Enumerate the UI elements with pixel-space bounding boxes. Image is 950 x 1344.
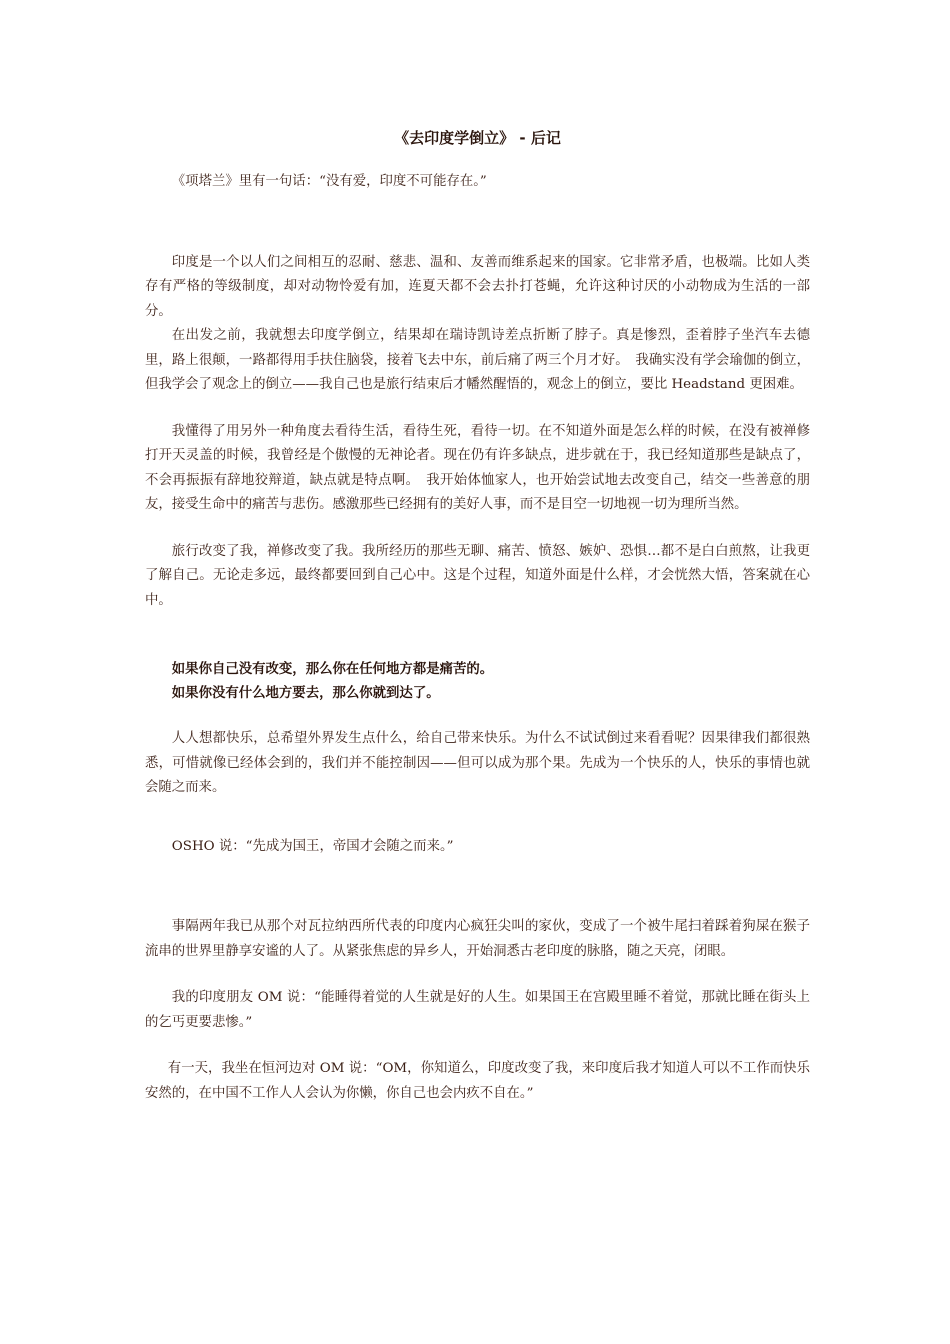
spacer	[145, 518, 810, 540]
spacer	[145, 964, 810, 986]
paragraph-osho-quote: OSHO 说：“先成为国王，帝国才会随之而来。”	[171, 838, 454, 854]
bold-quote-line-2: 如果你没有什么地方要去，那么你就到达了。	[171, 685, 440, 701]
paragraph-happiness: 人人想都快乐，总希望外界发生点什么，给自己带来快乐。为什么不试试倒过来看看呢？因果律我们都很熟悉，可惜就像已经体会到的，我们并不能控制因——但可以成为那个果。先成为一个快乐的人，快乐的事情也就会随之而来。	[145, 731, 810, 795]
document-title: 《去印度学倒立》 - 后记	[394, 129, 561, 147]
paragraph-perspective: 我懂得了用另外一种角度去看待生活，看待生死，看待一切。在不知道外面是怎么样的时候，在没有被禅修打开天灵盖的时候，我曾经是个傲慢的无神论者。现在仍有许多缺点，进步就在于，我已经知道那些是缺点了，不会再振振有辞地狡辩道，缺点就是特点啊。 我开始体恤家人，也开始尝试地去改变自己，结交一些善意的朋友，接受生命中的痛苦与悲伤。感激那些已经拥有的美好人事，而不是目空一切地视一切为理所当然。	[145, 423, 810, 512]
paragraph-om-ganges: 有一天，我坐在恒河边对 OM 说：“OM，你知道么，印度改变了我，来印度后我才知道人可以不工作而快乐安然的，在中国不工作人人会认为你懒，你自己也会内疚不自在。”	[145, 1061, 810, 1101]
spacer	[145, 1035, 810, 1057]
paragraph-om-sleep: 我的印度朋友 OM 说：“能睡得着觉的人生就是好的人生。如果国王在宫殿里睡不着觉，那就比睡在街头上的乞丐更要悲惨。”	[145, 990, 810, 1030]
paragraph-travel-changed-me: 旅行改变了我，禅修改变了我。我所经历的那些无聊、痛苦、愤怒、嫉妒、恐惧…都不是白白煎熬，让我更了解自己。无论走多远，最终都要回到自己心中。这是个过程，知道外面是什么样，才会恍然大悟，答案就在心中。	[145, 543, 810, 608]
spacer	[145, 398, 810, 420]
spacer	[145, 705, 810, 727]
paragraph-headstand: 在出发之前，我就想去印度学倒立，结果却在瑞诗凯诗差点折断了脖子。真是惨烈，歪着脖子坐汽车去德里，路上很颠，一路都得用手扶住脑袋，接着飞去中东，前后痛了两三个月才好。 我确实没有学会瑜伽的倒立，但我学会了观念上的倒立——我自己也是旅行结束后才幡然醒悟的，观念上的倒立，要比 Headstand 更困难。	[145, 328, 810, 392]
document-page	[145, 124, 810, 1106]
bold-quote-line-1: 如果你自己没有改变，那么你在任何地方都是痛苦的。	[171, 661, 494, 677]
paragraph-india-nation: 印度是一个以人们之间相互的忍耐、慈悲、温和、友善而维系起来的国家。它非常矛盾，也极端。比如人类存有严格的等级制度，却对动物怜爱有加，连夏天都不会去扑打苍蝇，允许这种讨厌的小动物成为生活的一部分。	[145, 254, 810, 319]
spacer	[145, 195, 810, 251]
spacer	[145, 859, 810, 915]
paragraph-quote-shantaram: 《项塔兰》里有一句话：“没有爱，印度不可能存在。”	[171, 174, 487, 189]
paragraph-two-years-later: 事隔两年我已从那个对瓦拉纳西所代表的印度内心疯狂尖叫的家伙，变成了一个被牛尾扫着踩着狗屎在猴子流串的世界里静享安谧的人了。从紧张焦虑的异乡人，开始洞悉古老印度的脉胳，随之天亮，闭眼。	[145, 919, 810, 959]
spacer	[145, 613, 810, 657]
spacer	[145, 801, 810, 835]
